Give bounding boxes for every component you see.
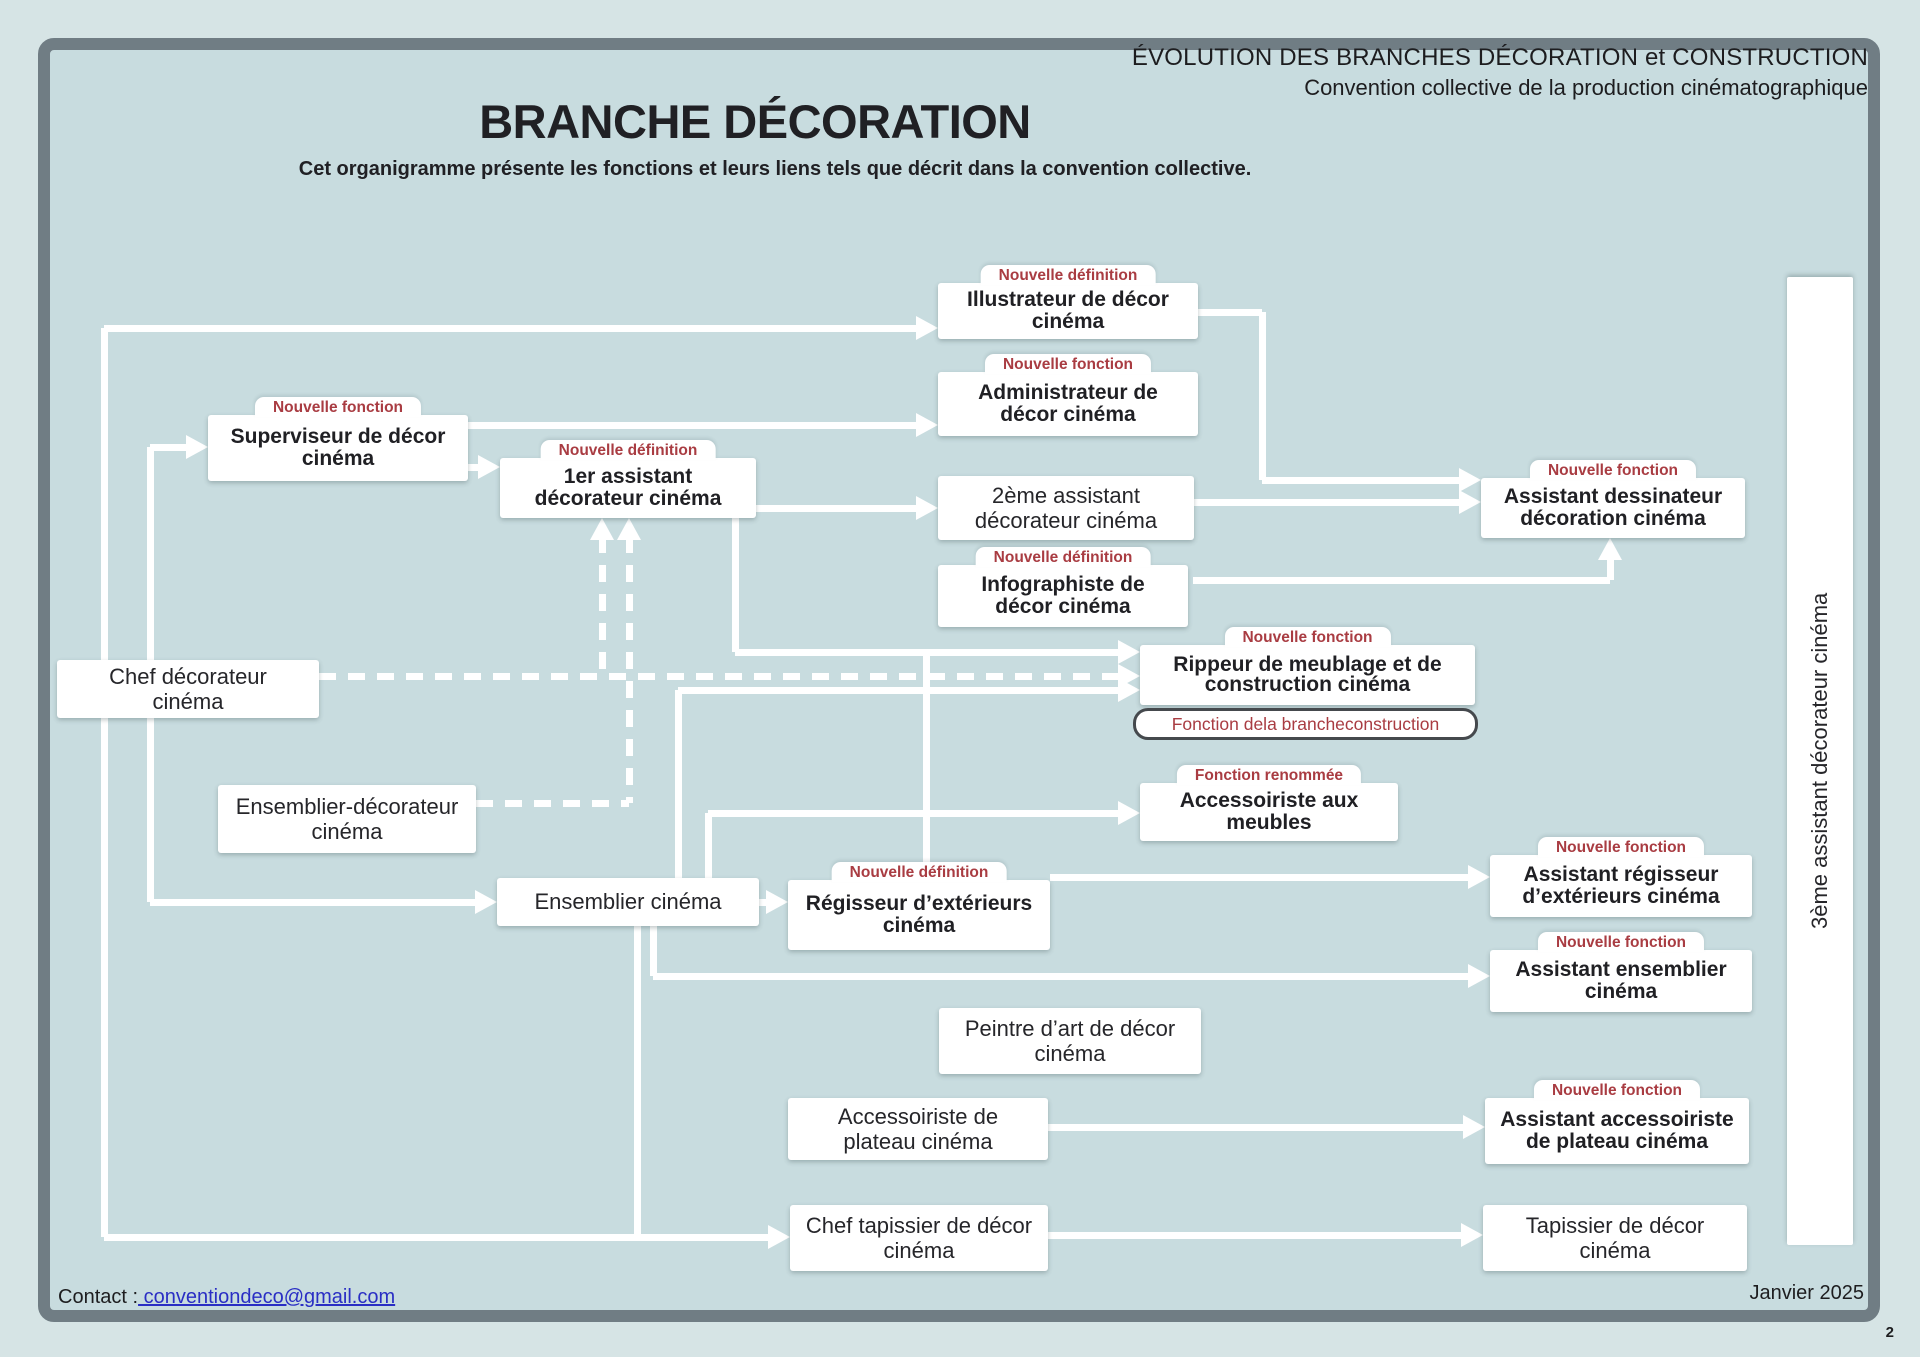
node-label: Chef décorateur cinéma	[109, 663, 267, 714]
connector-line	[104, 1234, 772, 1241]
arrowhead-icon	[1468, 865, 1490, 889]
connector-line	[1259, 312, 1266, 480]
node-chef-tapissier	[790, 1205, 1048, 1271]
node-label: Accessoiriste de plateau cinéma	[837, 1103, 999, 1154]
connector-line	[755, 505, 920, 512]
connector-line	[675, 690, 682, 878]
node-assistant-regisseur	[1490, 839, 1752, 917]
arrowhead-icon	[186, 435, 208, 459]
node-label: Chef tapissier de décor cinéma	[805, 1212, 1033, 1263]
connector-dashed-line	[599, 536, 606, 676]
arrowhead-icon	[1118, 640, 1140, 664]
connector-line	[468, 422, 920, 429]
status-badge: Fonction renommée	[1177, 765, 1361, 785]
node-rippeur	[1140, 629, 1475, 705]
connector-line	[705, 813, 712, 878]
connector-line	[708, 810, 1122, 817]
connector-line	[923, 652, 930, 880]
connector-line	[1193, 577, 1610, 584]
node-infographiste	[938, 549, 1188, 627]
status-badge: Nouvelle fonction	[1538, 837, 1704, 857]
node-label: Assistant ensemblier cinéma	[1515, 957, 1727, 1003]
connector-line	[653, 973, 1472, 980]
node-ensemblier	[497, 878, 759, 926]
arrowhead-icon	[590, 518, 614, 540]
node-peintre-art	[939, 1008, 1201, 1074]
status-badge: Nouvelle définition	[832, 862, 1007, 882]
connector-line	[1048, 1232, 1465, 1239]
status-badge: Nouvelle fonction	[1224, 627, 1390, 647]
arrowhead-icon	[475, 890, 497, 914]
arrowhead-icon	[1459, 468, 1481, 492]
node-accessoiriste-meubles	[1140, 767, 1398, 841]
node-1er-assistant	[500, 442, 756, 518]
node-chef-decorateur	[57, 660, 319, 718]
status-badge: Nouvelle définition	[981, 265, 1156, 285]
node-regisseur-exterieurs	[788, 864, 1050, 950]
connector-line	[104, 325, 920, 332]
arrowhead-icon	[768, 1225, 790, 1249]
connector-line	[150, 444, 190, 451]
status-badge: Nouvelle fonction	[1538, 932, 1704, 952]
connector-line	[101, 328, 108, 1237]
rippeur-branch-note: Fonction dela brancheconstruction	[1133, 708, 1478, 740]
connector-line	[650, 926, 657, 976]
arrowhead-icon	[617, 518, 641, 540]
node-illustrateur	[938, 267, 1198, 339]
connector-line	[1193, 499, 1463, 506]
header-line2: Convention collective de la production cinématographique	[1304, 75, 1868, 100]
node-tapissier	[1483, 1205, 1747, 1271]
status-badge: Nouvelle définition	[976, 547, 1151, 567]
status-badge: Nouvelle fonction	[985, 354, 1151, 374]
status-badge: Nouvelle définition	[541, 440, 716, 460]
node-label: Assistant régisseur d’extérieurs cinéma	[1522, 862, 1720, 908]
arrowhead-icon	[1459, 490, 1481, 514]
node-label: Administrateur de décor cinéma	[978, 380, 1158, 426]
node-3eme-assistant: 3ème assistant décorateur cinéma	[1787, 277, 1853, 1245]
connector-line	[150, 899, 479, 906]
connector-line	[1262, 477, 1463, 484]
date-label: Janvier 2025	[1749, 1282, 1864, 1304]
node-label: Peintre d’art de décor cinéma	[964, 1015, 1176, 1066]
arrowhead-icon	[1463, 1115, 1485, 1139]
node-accessoiriste-plateau	[788, 1098, 1048, 1160]
node-label: 2ème assistant décorateur cinéma	[974, 482, 1158, 533]
document-header	[1132, 44, 1868, 101]
connector-line	[678, 687, 1122, 694]
connector-line	[1050, 874, 1472, 881]
arrowhead-icon	[916, 316, 938, 340]
node-label: Accessoiriste aux meubles	[1179, 788, 1359, 834]
node-assistant-ensemblier	[1490, 934, 1752, 1012]
node-label: Ensemblier cinéma	[534, 889, 722, 915]
arrowhead-icon	[1118, 664, 1140, 688]
connector-dashed-line	[476, 800, 629, 807]
node-label: Assistant accessoiriste de plateau cinéma	[1500, 1107, 1734, 1153]
node-label: 1er assistant décorateur cinéma	[534, 464, 722, 510]
arrowhead-icon	[766, 890, 788, 914]
status-badge: Nouvelle fonction	[1534, 1080, 1700, 1100]
node-label: Superviseur de décor cinéma	[230, 424, 446, 470]
node-label: Assistant dessinateur décoration cinéma	[1503, 484, 1723, 530]
arrowhead-icon	[1598, 538, 1622, 560]
connector-dashed-line	[626, 536, 633, 803]
connector-line	[634, 926, 641, 1237]
node-label: Tapissier de décor cinéma	[1525, 1212, 1705, 1263]
node-ensemblier-decorateur	[218, 785, 476, 853]
page-subtitle: Cet organigramme présente les fonctions et leurs liens tels que décrit dans la convention collective.	[298, 158, 1252, 180]
page-number: 2	[1885, 1324, 1894, 1341]
connector-line	[1048, 1124, 1467, 1131]
arrowhead-icon	[916, 496, 938, 520]
page-title: BRANCHE DÉCORATION	[479, 95, 1031, 148]
node-superviseur	[208, 399, 468, 481]
status-badge: Nouvelle fonction	[255, 397, 421, 417]
node-label: Infographiste de décor cinéma	[981, 572, 1145, 618]
node-label: Ensemblier-décorateur cinéma	[235, 793, 459, 844]
connector-dashed-line	[319, 673, 1122, 680]
contact-email-link[interactable]: conventiondeco@gmail.com	[138, 1286, 396, 1308]
node-label: Régisseur d’extérieurs cinéma	[805, 891, 1033, 937]
node-2eme-assistant	[938, 476, 1194, 540]
contact-label: Contact :	[58, 1286, 139, 1308]
contact-line	[58, 1286, 395, 1309]
arrowhead-icon	[1118, 801, 1140, 825]
arrowhead-icon	[1461, 1223, 1483, 1247]
status-badge: Nouvelle fonction	[1530, 460, 1696, 480]
node-label: Illustrateur de décor cinéma	[967, 287, 1169, 333]
connector-line	[1198, 309, 1262, 316]
node-assistant-accessoiriste	[1485, 1082, 1749, 1164]
arrowhead-icon	[916, 413, 938, 437]
connector-line	[732, 518, 739, 652]
arrowhead-icon	[478, 455, 500, 479]
node-administrateur	[938, 356, 1198, 436]
arrowhead-icon	[1468, 964, 1490, 988]
header-line1: ÉVOLUTION DES BRANCHES DÉCORATION et CONSTRUCTION	[1131, 44, 1868, 71]
node-assistant-dessinateur	[1481, 462, 1745, 538]
node-label: Rippeur de meublage et de construction cinéma	[1173, 653, 1442, 696]
